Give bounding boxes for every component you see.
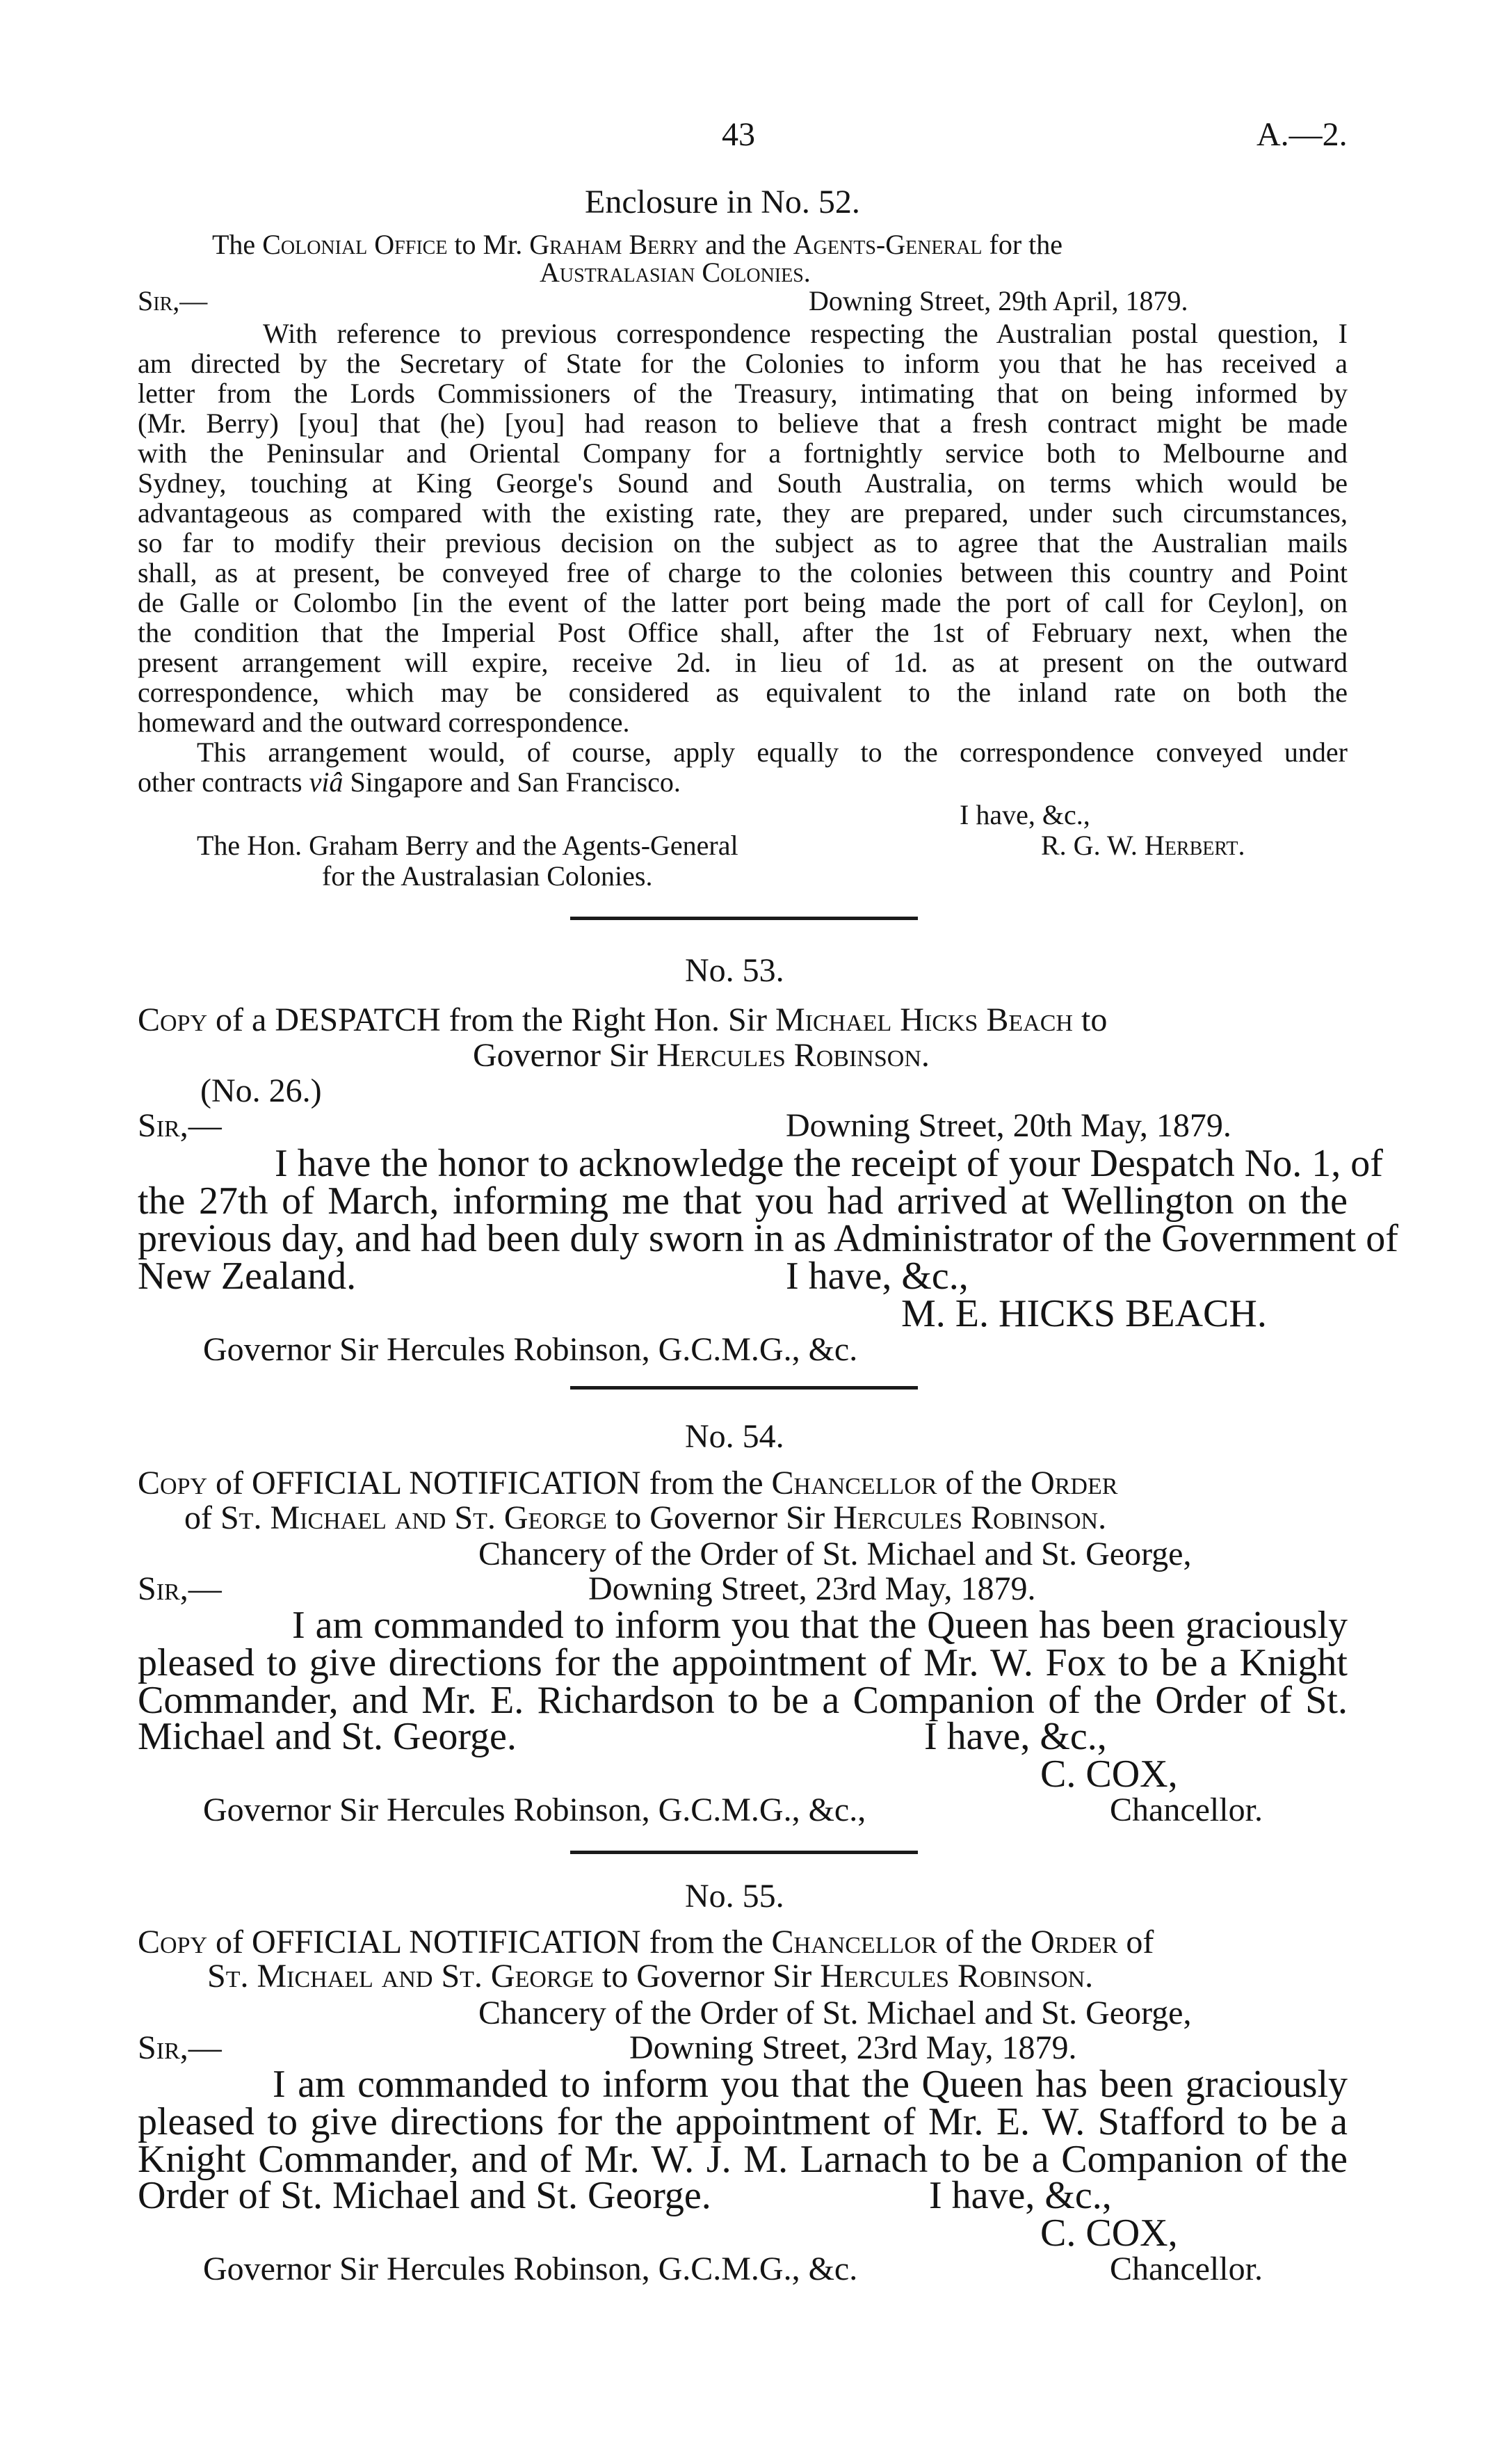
text-run: Copy xyxy=(138,1001,208,1038)
enclosure-para1-line: with the Peninsular and Oriental Company for a fortnightly service both to Melbourne and xyxy=(138,437,1348,469)
no55-body-line: Knight Commander, and of Mr. W. J. M. Larnach to be a Companion of the xyxy=(138,2138,1348,2181)
enclosure-addressee-2: for the Australasian Colonies. xyxy=(322,860,653,892)
enclosure-signature: R. G. W. Herbert. xyxy=(1041,830,1245,861)
text-run: of the xyxy=(937,1465,1031,1501)
no54-body-line: pleased to give directions for the appointment of Mr. W. Fox to be a Knight xyxy=(138,1641,1348,1684)
no54-signature: C. COX, xyxy=(1040,1753,1178,1796)
text-run: Hercules Robinson. xyxy=(656,1037,930,1074)
no55-addressee: Governor Sir Hercules Robinson, G.C.M.G., &c. xyxy=(203,2250,858,2287)
enclosure-para2-line xyxy=(138,768,681,796)
text-run: Colonial Office xyxy=(262,229,448,260)
text-run: of xyxy=(184,1499,220,1536)
enclosure-para1-line: correspondence, which may be considered as equivalent to the inland rate on both the xyxy=(138,677,1348,708)
enclosure-from-line-2: Australasian Colonies. xyxy=(540,257,811,288)
page-number: 43 xyxy=(722,116,755,153)
no54-place: Chancery of the Order of St. Michael and St. George, xyxy=(478,1536,1192,1572)
no53-heading-2 xyxy=(473,1039,930,1072)
enclosure-closing: I have, &c., xyxy=(960,799,1090,830)
text-run: to Mr. xyxy=(447,229,530,260)
no54-heading xyxy=(138,1467,1117,1500)
text-run: Hercules Robinson. xyxy=(820,1958,1094,1995)
enclosure-para2-line: This arrangement would, of course, apply equally to the correspondence conveyed under xyxy=(197,736,1348,768)
enclosure-addressee-1: The Hon. Graham Berry and the Agents-General xyxy=(197,830,738,861)
enclosure-date: Downing Street, 29th April, 1879. xyxy=(809,285,1188,316)
no54-date: Downing Street, 23rd May, 1879. xyxy=(588,1570,1036,1607)
text-run: to xyxy=(1073,1001,1108,1038)
enclosure-para1-line: advantageous as compared with the existing rate, they are prepared, under such circumstances, xyxy=(138,497,1348,529)
text-run: Governor Sir xyxy=(473,1037,656,1074)
no53-number: No. 53. xyxy=(685,952,784,989)
enclosure-para2-text-end: Singapore and San Francisco. xyxy=(343,766,681,798)
no54-body-line: I am commanded to inform you that the Queen has been graciously xyxy=(292,1604,1348,1647)
text-run: to Governor Sir xyxy=(593,1958,821,1995)
no54-salutation: Sir,— xyxy=(138,1570,222,1607)
no55-body-line: I am commanded to inform you that the Queen has been graciously xyxy=(273,2063,1348,2106)
text-run: The xyxy=(212,229,263,260)
no54-sign-title: Chancellor. xyxy=(1110,1791,1263,1828)
text-run: Hercules Robinson. xyxy=(833,1499,1107,1536)
text-run: Copy xyxy=(138,1924,208,1960)
no55-date: Downing Street, 23rd May, 1879. xyxy=(629,2029,1077,2066)
text-run: of xyxy=(1117,1924,1154,1960)
text-run: and the xyxy=(698,229,793,260)
no54-number: No. 54. xyxy=(685,1418,784,1455)
no55-place: Chancery of the Order of St. Michael and St. George, xyxy=(478,1995,1192,2031)
no53-date: Downing Street, 20th May, 1879. xyxy=(786,1107,1231,1144)
text-run: of OFFICIAL NOTIFICATION from the xyxy=(207,1924,772,1960)
no55-sign-title: Chancellor. xyxy=(1110,2250,1263,2287)
text-run: to Governor Sir xyxy=(606,1499,834,1536)
enclosure-para1-line: letter from the Lords Commissioners of the Treasury, intimating that on being informed by xyxy=(138,378,1348,409)
text-run: Chancellor xyxy=(771,1465,937,1501)
text-run: Order xyxy=(1031,1924,1118,1960)
no53-body-line: I have the honor to acknowledge the receipt of your Despatch No. 1, of xyxy=(275,1142,1383,1185)
text-run: of the xyxy=(937,1924,1031,1960)
no53-addressee: Governor Sir Hercules Robinson, G.C.M.G., &c. xyxy=(203,1331,858,1368)
no54-closing: I have, &c., xyxy=(924,1715,1107,1758)
no54-body-line: Commander, and Mr. E. Richardson to be a Companion of the Order of St. xyxy=(138,1679,1348,1722)
enclosure-via: viâ xyxy=(309,766,344,798)
enclosure-para1-line: de Galle or Colombo [in the event of the latter port being made the port of call for Ceylon], on xyxy=(138,587,1348,618)
text-run: Order xyxy=(1031,1465,1118,1501)
enclosure-para1-line: (Mr. Berry) [you] that (he) [you] had reason to believe that a fresh contract might be made xyxy=(138,408,1348,439)
no54-body-line: Michael and St. George. xyxy=(138,1715,517,1758)
section-divider xyxy=(570,917,918,920)
no53-body-line: the 27th of March, informing me that you had arrived at Wellington on the xyxy=(138,1179,1348,1223)
text-run: Michael Hicks Beach xyxy=(775,1001,1073,1038)
no55-body-line: pleased to give directions for the appointment of Mr. E. W. Stafford to be a xyxy=(138,2100,1348,2143)
enclosure-salutation: Sir,— xyxy=(138,285,208,316)
no55-number: No. 55. xyxy=(685,1878,784,1915)
enclosure-para2-text: other contracts xyxy=(138,766,309,798)
enclosure-para1-line: present arrangement will expire, receive 2d. in lieu of 1d. as at present on the outward xyxy=(138,647,1348,678)
no53-reference: (No. 26.) xyxy=(200,1072,322,1109)
enclosure-para1-line: so far to modify their previous decision on the subject as to agree that the Australian mails xyxy=(138,527,1348,558)
no53-signature: M. E. HICKS BEACH. xyxy=(901,1292,1267,1335)
section-divider xyxy=(570,1851,918,1854)
text-run: for the xyxy=(982,229,1063,260)
enclosure-para1-line: am directed by the Secretary of State for the Colonies to inform you that he has received a xyxy=(138,348,1348,379)
text-run: Chancellor xyxy=(771,1924,937,1960)
text-run: of OFFICIAL NOTIFICATION from the xyxy=(207,1465,772,1501)
enclosure-para1-line: Sydney, touching at King George's Sound and South Australia, on terms which would be xyxy=(138,467,1348,499)
no55-heading-2 xyxy=(207,1960,1093,1993)
no53-heading xyxy=(138,1001,1108,1038)
no53-salutation: Sir,— xyxy=(138,1107,222,1144)
text-run: Copy xyxy=(138,1465,208,1501)
text-run: Graham Berry xyxy=(529,229,699,260)
section-divider xyxy=(570,1386,918,1390)
no55-salutation: Sir,— xyxy=(138,2029,222,2066)
text-run: St. Michael and St. George xyxy=(220,1499,607,1536)
no53-closing: I have, &c., xyxy=(786,1255,969,1298)
no55-heading xyxy=(138,1926,1154,1959)
no55-body-line: Order of St. Michael and St. George. xyxy=(138,2174,711,2217)
series-number: A.—2. xyxy=(1257,116,1348,153)
enclosure-from-line xyxy=(212,231,1062,259)
enclosure-para1-line: the condition that the Imperial Post Office shall, after the 1st of February next, when the xyxy=(138,617,1348,648)
no53-body-line: previous day, and had been duly sworn in as Administrator of the Government of xyxy=(138,1217,1398,1260)
enclosure-para1-line: With reference to previous correspondence respecting the Australian postal question, I xyxy=(263,318,1348,349)
no55-signature: C. COX, xyxy=(1040,2212,1178,2255)
no53-body-line: New Zealand. xyxy=(138,1255,357,1298)
no54-heading-2 xyxy=(184,1501,1106,1535)
enclosure-para1-line: homeward and the outward correspondence. xyxy=(138,707,630,738)
no54-addressee: Governor Sir Hercules Robinson, G.C.M.G., &c., xyxy=(203,1791,866,1828)
no55-closing: I have, &c., xyxy=(929,2174,1112,2217)
text-run: of a DESPATCH from the Right Hon. Sir xyxy=(207,1001,775,1038)
enclosure-title: Enclosure in No. 52. xyxy=(585,184,860,220)
text-run: Agents-General xyxy=(793,229,983,260)
text-run: St. Michael and St. George xyxy=(207,1958,594,1995)
enclosure-para1-line: shall, as at present, be conveyed free of charge to the colonies between this country and Point xyxy=(138,557,1348,588)
